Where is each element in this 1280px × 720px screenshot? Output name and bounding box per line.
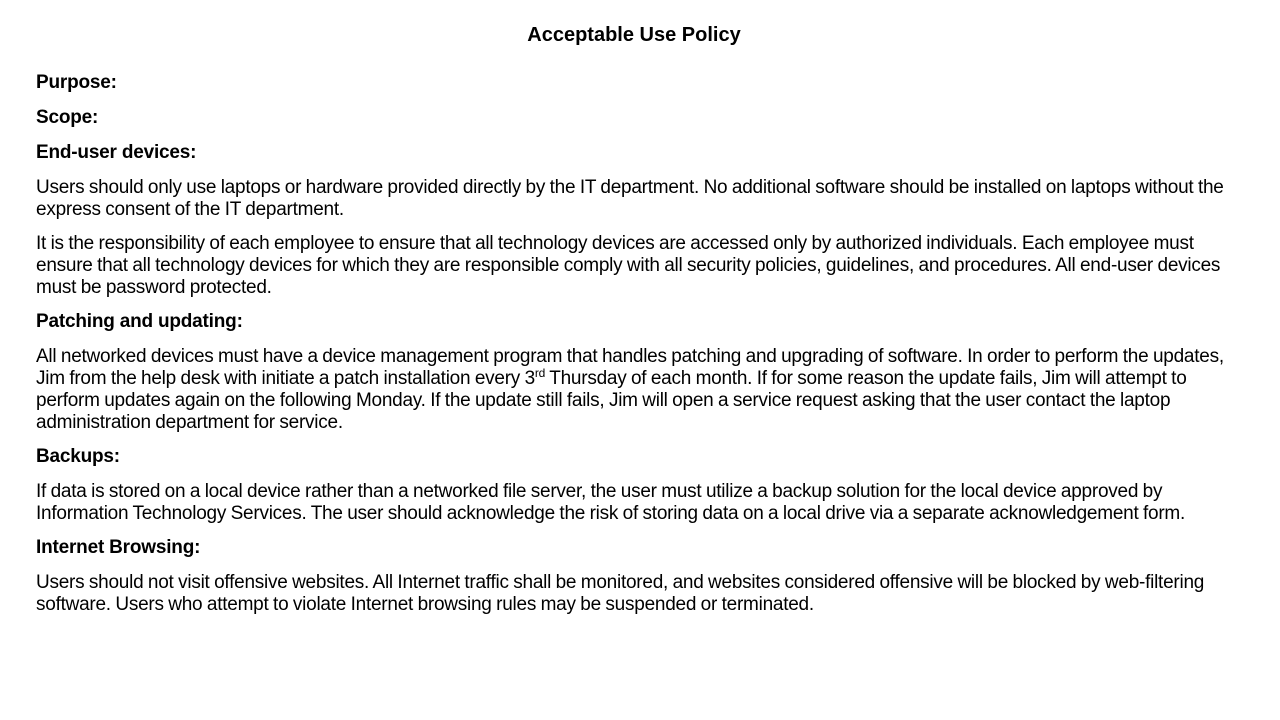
internet-browsing-heading: Internet Browsing:	[36, 537, 201, 558]
page-title: Acceptable Use Policy	[527, 24, 741, 46]
end-user-devices-paragraph-2: It is the responsibility of each employee to ensure that all technology devices are accessed only by authorized individuals. Each employee must ensure that all technology devices for which they are responsible comply with all security policies, guidelines, and procedures. All end-user devices must be password protected.	[36, 233, 1221, 298]
end-user-devices-paragraph-1: Users should only use laptops or hardware provided directly by the IT department. No additional software should be installed on laptops without the express consent of the IT department.	[36, 177, 1224, 220]
scope-heading: Scope:	[36, 107, 99, 128]
patching-text-end: Thursday of each month. If for some reason the update fails, Jim will attempt to perform updates again on the following Monday. If the update still fails, Jim will open a service request asking that the user contact the laptop administration department for service.	[36, 368, 1187, 433]
backups-heading: Backups:	[36, 446, 120, 467]
purpose-heading: Purpose:	[36, 72, 117, 93]
patching-text-start: All networked devices must have a device management program that handles patching and upgrading of software. In order to perform the updates, Jim from the help desk with initiate a patch installation every 3	[36, 346, 1224, 389]
end-user-devices-heading: End-user devices:	[36, 142, 197, 163]
policy-content	[36, 72, 1248, 628]
internet-browsing-paragraph: Users should not visit offensive websites. All Internet traffic shall be monitored, and websites considered offensive will be blocked by web-filtering software. Users who attempt to violate Internet browsing rules may be suspended or terminated.	[36, 572, 1205, 615]
patching-heading: Patching and updating:	[36, 311, 243, 332]
patching-paragraph	[36, 346, 1248, 434]
backups-paragraph: If data is stored on a local device rather than a networked file server, the user must utilize a backup solution for the local device approved by Information Technology Services. The user should acknowledge the risk of storing data on a local drive via a separate acknowledgement form.	[36, 481, 1186, 524]
patching-ordinal-suffix: rd	[534, 366, 546, 380]
